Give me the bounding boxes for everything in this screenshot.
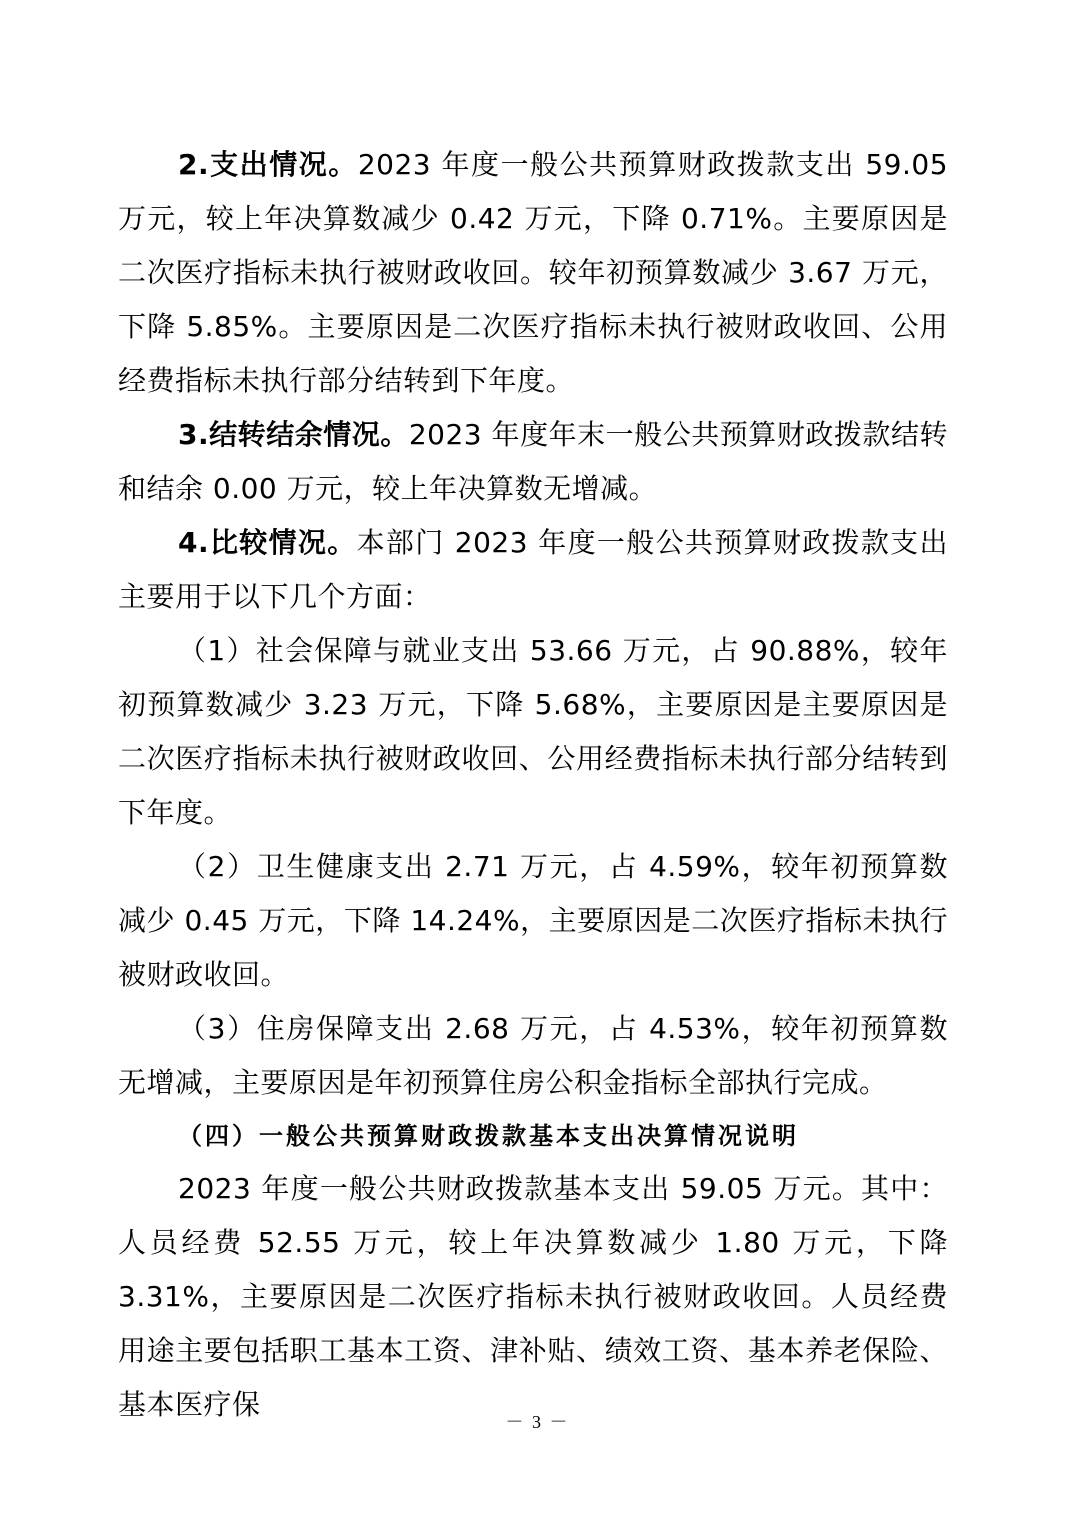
paragraph-carryover xyxy=(118,408,948,516)
paragraph-text: 2023 年度年末一般公共预算财政拨款结转和结余 0.00 万元，较上年决算数无增减。 xyxy=(118,418,948,505)
paragraph-text: 2023 年度一般公共财政拨款基本支出 59.05 万元。其中：人员经费 52.55 万元，较上年决算数减少 1.80 万元，下降 3.31%，主要原因是二次医疗指标未执行被财政收回。人员经费用途主要包括职工基本工资、津补贴、绩效工资、基本养老保险、基本医疗保 xyxy=(118,1172,948,1421)
paragraph-item-housing xyxy=(118,1002,948,1110)
paragraph-item-social-security xyxy=(118,624,948,840)
paragraph-lead: 3.结转结余情况。 xyxy=(178,418,409,451)
paragraph-text: 本部门 2023 年度一般公共预算财政拨款支出主要用于以下几个方面： xyxy=(118,526,948,613)
paragraph-item-health xyxy=(118,840,948,1002)
paragraph-text: （2）卫生健康支出 2.71 万元，占 4.59%，较年初预算数减少 0.45 万元，下降 14.24%，主要原因是二次医疗指标未执行被财政收回。 xyxy=(118,850,948,991)
paragraph-basic-expenditure xyxy=(118,1162,948,1432)
paragraph-text: （3）住房保障支出 2.68 万元，占 4.53%，较年初预算数无增减，主要原因是年初预算住房公积金指标全部执行完成。 xyxy=(118,1012,948,1099)
document-body xyxy=(118,138,948,1432)
paragraph-lead: 2.支出情况。 xyxy=(178,148,358,181)
paragraph-text: 2023 年度一般公共预算财政拨款支出 59.05 万元，较上年决算数减少 0.42 万元，下降 0.71%。主要原因是二次医疗指标未执行被财政收回。较年初预算数减少 3.67 万元，下降 5.85%。主要原因是二次医疗指标未执行被财政收回、公用经费指标未执行部分结转到下年度。 xyxy=(118,148,949,397)
page-number: － 3 － xyxy=(505,1412,570,1432)
paragraph-text: （1）社会保障与就业支出 53.66 万元，占 90.88%，较年初预算数减少 3.23 万元，下降 5.68%，主要原因是主要原因是二次医疗指标未执行被财政收回、公用经费指标未执行部分结转到下年度。 xyxy=(118,634,948,829)
section-heading: （四）一般公共预算财政拨款基本支出决算情况说明 xyxy=(178,1121,799,1150)
paragraph-comparison xyxy=(118,516,948,624)
paragraph-lead: 4.比较情况。 xyxy=(178,526,357,559)
paragraph-expenditure xyxy=(118,138,948,408)
